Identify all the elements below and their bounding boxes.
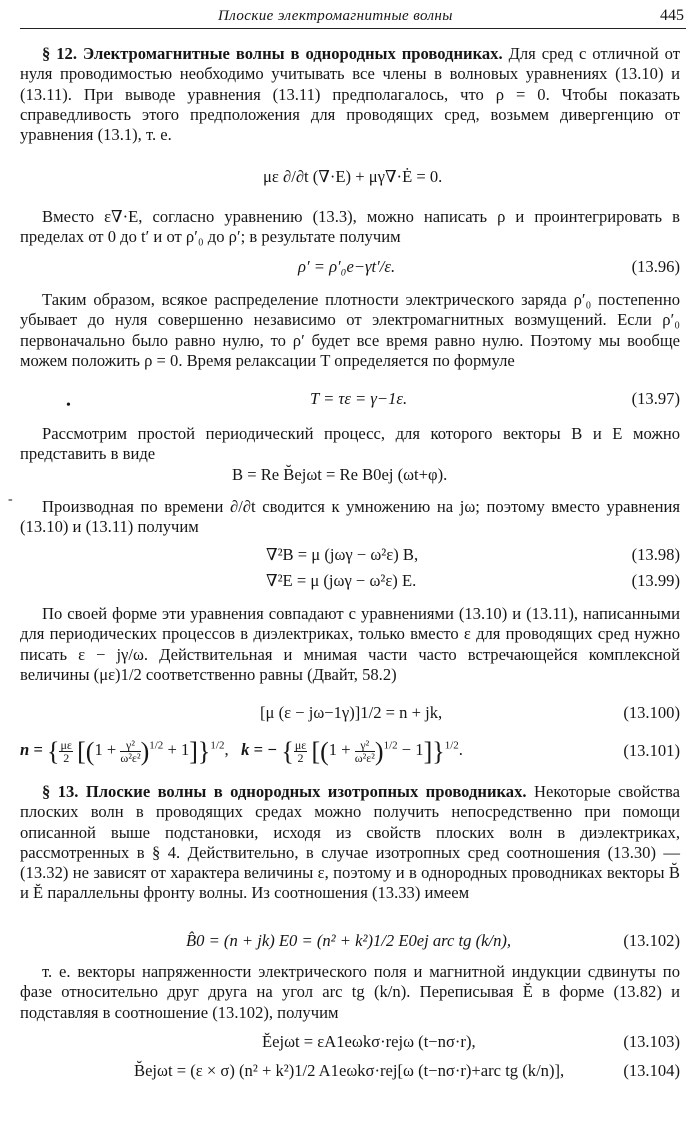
section-12-paragraph-1 [20, 44, 680, 145]
section-12-text-1: Для сред с отличной от нуля проводимостью необходимо учитывать все члены в волновых уравнениях (13.10) и (13.11). При выводе уравнения (13.11) предполагалось, что ρ = 0. Чтобы показать справедливость этого предположения для проводящих сред, возьмем дивергенцию от уравнения (13.1), т. е. [20, 44, 680, 145]
equation-13-104 [20, 1058, 680, 1084]
equation-13-100-formula: [μ (ε − jω−1γ)]1/2 = n + jk, [260, 703, 443, 722]
equation-13-101-number: (13.101) [623, 741, 680, 760]
equation-13-96-formula: ρ′ = ρ′₀e−γt′/ε. [298, 257, 396, 276]
section-13-text-1: Некоторые свойства плоских волн в проводящих средах можно получить непосредственно при помощи описанной выше подстановки, исходя из свойств плоских волн в диэлектриках, рассмотренных в § 4. Действительно, в случае изотропных сред соотношения (13.30) — (13.32) не зависят от характера величины ε, поэтому и в однородных проводниках векторы B̆ и Ĕ параллельны фронту волны. Из соотношения (13.33) имеем [20, 782, 681, 903]
equation-B-representation [20, 462, 680, 488]
section-13-paragraph-2: т. е. векторы напряженности электрического поля и магнитной индукции сдвинуты по фазе относительно друг друга на угол arc tg (k/n). Переписывая Ĕ в форме (13.82) и подставляя в соотношение (13.102), получим [20, 962, 680, 1022]
equation-13-101 [20, 731, 680, 771]
section-12-paragraph-2: Вместо ε∇·E, согласно уравнению (13.3), можно написать ρ и проинтегрировать в пределах от 0 до t′ и от ρ′₀ до ρ′; в результате получим [20, 207, 680, 247]
equation-13-102-number: (13.102) [623, 931, 680, 950]
section-12-paragraph-4: Рассмотрим простой периодический процесс, для которого векторы B и E можно представить в виде [20, 424, 680, 464]
equation-13-99 [20, 568, 680, 594]
equation-13-97-number: (13.97) [631, 389, 680, 408]
section-12-heading: § 12. Электромагнитные волны в однородных проводниках. [42, 44, 503, 63]
equation-13-104-formula: B̆ejωt = (ε × σ) (n² + k²)1/2 A1eωkσ·rej[ω (t−nσ·r)+arc tg (k/n)], [134, 1061, 565, 1080]
equation-13-103-number: (13.103) [623, 1032, 680, 1051]
page-number: 445 [660, 7, 684, 24]
equation-divergence [20, 164, 680, 190]
equation-13-100 [20, 700, 680, 726]
section-13-paragraph-1 [20, 782, 680, 904]
margin-dot: • [66, 398, 71, 413]
equation-13-100-number: (13.100) [623, 703, 680, 722]
equation-13-103-formula: Ĕejωt = εA1eωkσ·rejω (t−nσ·r), [262, 1032, 476, 1051]
section-12-paragraph-3: Таким образом, всякое распределение плотности электрического заряда ρ′₀ постепенно убывает до нуля совершенно независимо от электромагнитных возмущений. Если ρ′₀ первоначально было равно нулю, то ρ′ будет все время равно нулю. Поэтому мы вообще можем положить ρ = 0. Время релаксации T определяется по формуле [20, 290, 680, 370]
equation-13-104-number: (13.104) [623, 1061, 680, 1080]
equation-13-97 [20, 386, 680, 412]
equation-13-102 [20, 928, 680, 954]
equation-13-99-formula: ∇²E = μ (jωγ − ω²ε) E. [266, 571, 417, 590]
margin-dash: - [8, 492, 13, 507]
equation-13-96-number: (13.96) [631, 257, 680, 276]
equation-13-98-formula: ∇²B = μ (jωγ − ω²ε) B, [266, 545, 419, 564]
equation-13-99-number: (13.99) [631, 571, 680, 590]
equation-13-102-formula: B̂0 = (n + jk) E0 = (n² + k²)1/2 E0ej arc tg (k/n), [186, 931, 512, 950]
equation-B-formula: B = Re B̆ejωt = Re B0ej (ωt+φ). [232, 465, 448, 484]
section-12-paragraph-6: По своей форме эти уравнения совпадают с уравнениями (13.10) и (13.11), написанными для периодических процессов в диэлектриках, только вместо ε для проводящих сред нужно писать ε − jγ/ω. Действительная и мнимая части часто встречающейся комплексной величины (με)1/2 соответственно равны (Двайт, 58.2) [20, 604, 680, 684]
eq101-n-label: n = [20, 740, 43, 759]
section-12-paragraph-5: Производная по времени ∂/∂t сводится к умножению на jω; поэтому вместо уравнения (13.10) и (13.11) получим [20, 497, 680, 537]
equation-13-97-formula: T = τε = γ−1ε. [310, 389, 408, 408]
equation-13-98-number: (13.98) [631, 545, 680, 564]
equation-13-103 [20, 1029, 680, 1055]
equation-13-101-formula: n = { $\frac{\mu\varepsilon}{2}$ [(1 + $\frac{\text{γ²}}{\text{ω²ε²}}$ )$^{1/2}$ + 1]}$^{1/2}$, k = − { $\frac{\mu\varepsilon}{2}$ [(1 + $\frac{\text{γ²}}{\text{ω²ε²}}$ )$^{1/2}$ − 1]}$^{1/2}$. [20, 737, 463, 766]
eq101-k-label: k = − [241, 740, 278, 759]
section-13-heading: § 13. Плоские волны в однородных изотропных проводниках. [42, 782, 527, 801]
equation-divergence-formula: με ∂/∂t (∇·E) + μγ∇·Ė = 0. [263, 167, 443, 186]
running-title: Плоские электромагнитные волны [218, 8, 453, 24]
equation-13-96 [20, 254, 680, 280]
equation-13-98 [20, 542, 680, 568]
running-header [20, 6, 686, 29]
